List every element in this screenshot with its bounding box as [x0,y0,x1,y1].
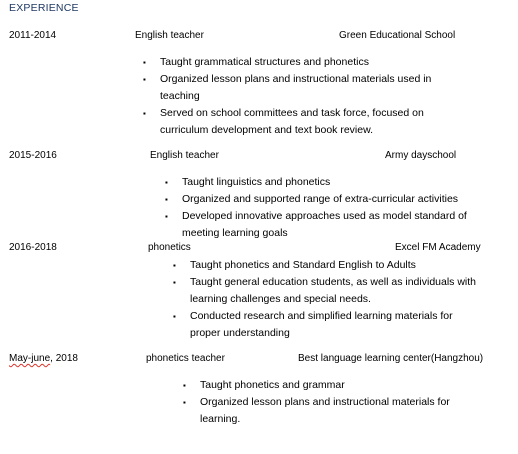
bullet-icon: ▪ [143,75,146,84]
list-item [165,174,490,191]
entry-date [9,353,78,364]
entry-role: English teacher [150,150,219,161]
list-item [173,257,483,274]
list-item [143,105,463,139]
list-item [143,54,463,71]
list-item [183,394,483,428]
bullet-icon: ▪ [173,278,176,287]
bullet-icon: ▪ [143,109,146,118]
entry-date-year: , 2018 [50,353,78,364]
list-item [165,191,490,208]
bullet-text: Organized and supported range of extra-curricular activities [182,193,459,205]
entry-role: English teacher [135,30,204,41]
bullet-text: Taught phonetics and Standard English to Adults [190,259,416,271]
bullet-icon: ▪ [173,261,176,270]
bullet-text: Conducted research and simplified learning materials for proper understanding [190,310,453,339]
bullet-text: Taught general education students, as well as individuals with learning challenges and special needs. [190,276,477,305]
entry-bullet-list [143,54,463,139]
list-item [143,71,463,105]
entry-date: 2015-2016 [9,150,57,161]
entry-bullet-list [183,377,483,428]
list-item [173,308,483,342]
list-item [165,208,490,242]
bullet-text: Organized lesson plans and instructional materials for learning. [200,396,450,425]
bullet-icon: ▪ [183,381,186,390]
bullet-icon: ▪ [165,178,168,187]
bullet-text: Taught linguistics and phonetics [182,176,331,188]
list-item [183,377,483,394]
bullet-text: Served on school committees and task force, focused on curriculum development and text book review. [160,107,424,136]
bullet-icon: ▪ [143,58,146,67]
entry-organization: Army dayschool [385,150,457,161]
bullet-icon: ▪ [183,398,186,407]
entry-date: 2016-2018 [9,242,57,253]
section-title: EXPERIENCE [9,2,79,14]
bullet-icon: ▪ [165,195,168,204]
entry-organization: Best language learning center(Hangzhou) [298,353,484,364]
bullet-text: Developed innovative approaches used as model standard of meeting learning goals [182,210,467,239]
entry-organization: Green Educational School [339,30,456,41]
spellcheck-word: May-june [9,353,51,364]
entry-role: phonetics teacher [146,353,225,364]
bullet-icon: ▪ [173,312,176,321]
entry-role: phonetics [148,242,191,253]
entry-bullet-list [173,257,483,342]
entry-organization: Excel FM Academy [395,242,481,253]
entry-bullet-list [165,174,490,242]
entry-date: 2011-2014 [9,30,57,41]
bullet-text: Taught phonetics and grammar [200,379,345,391]
bullet-icon: ▪ [165,212,168,221]
bullet-text: Taught grammatical structures and phonetics [160,56,369,68]
list-item [173,274,483,308]
bullet-text: Organized lesson plans and instructional materials used in teaching [160,73,432,102]
